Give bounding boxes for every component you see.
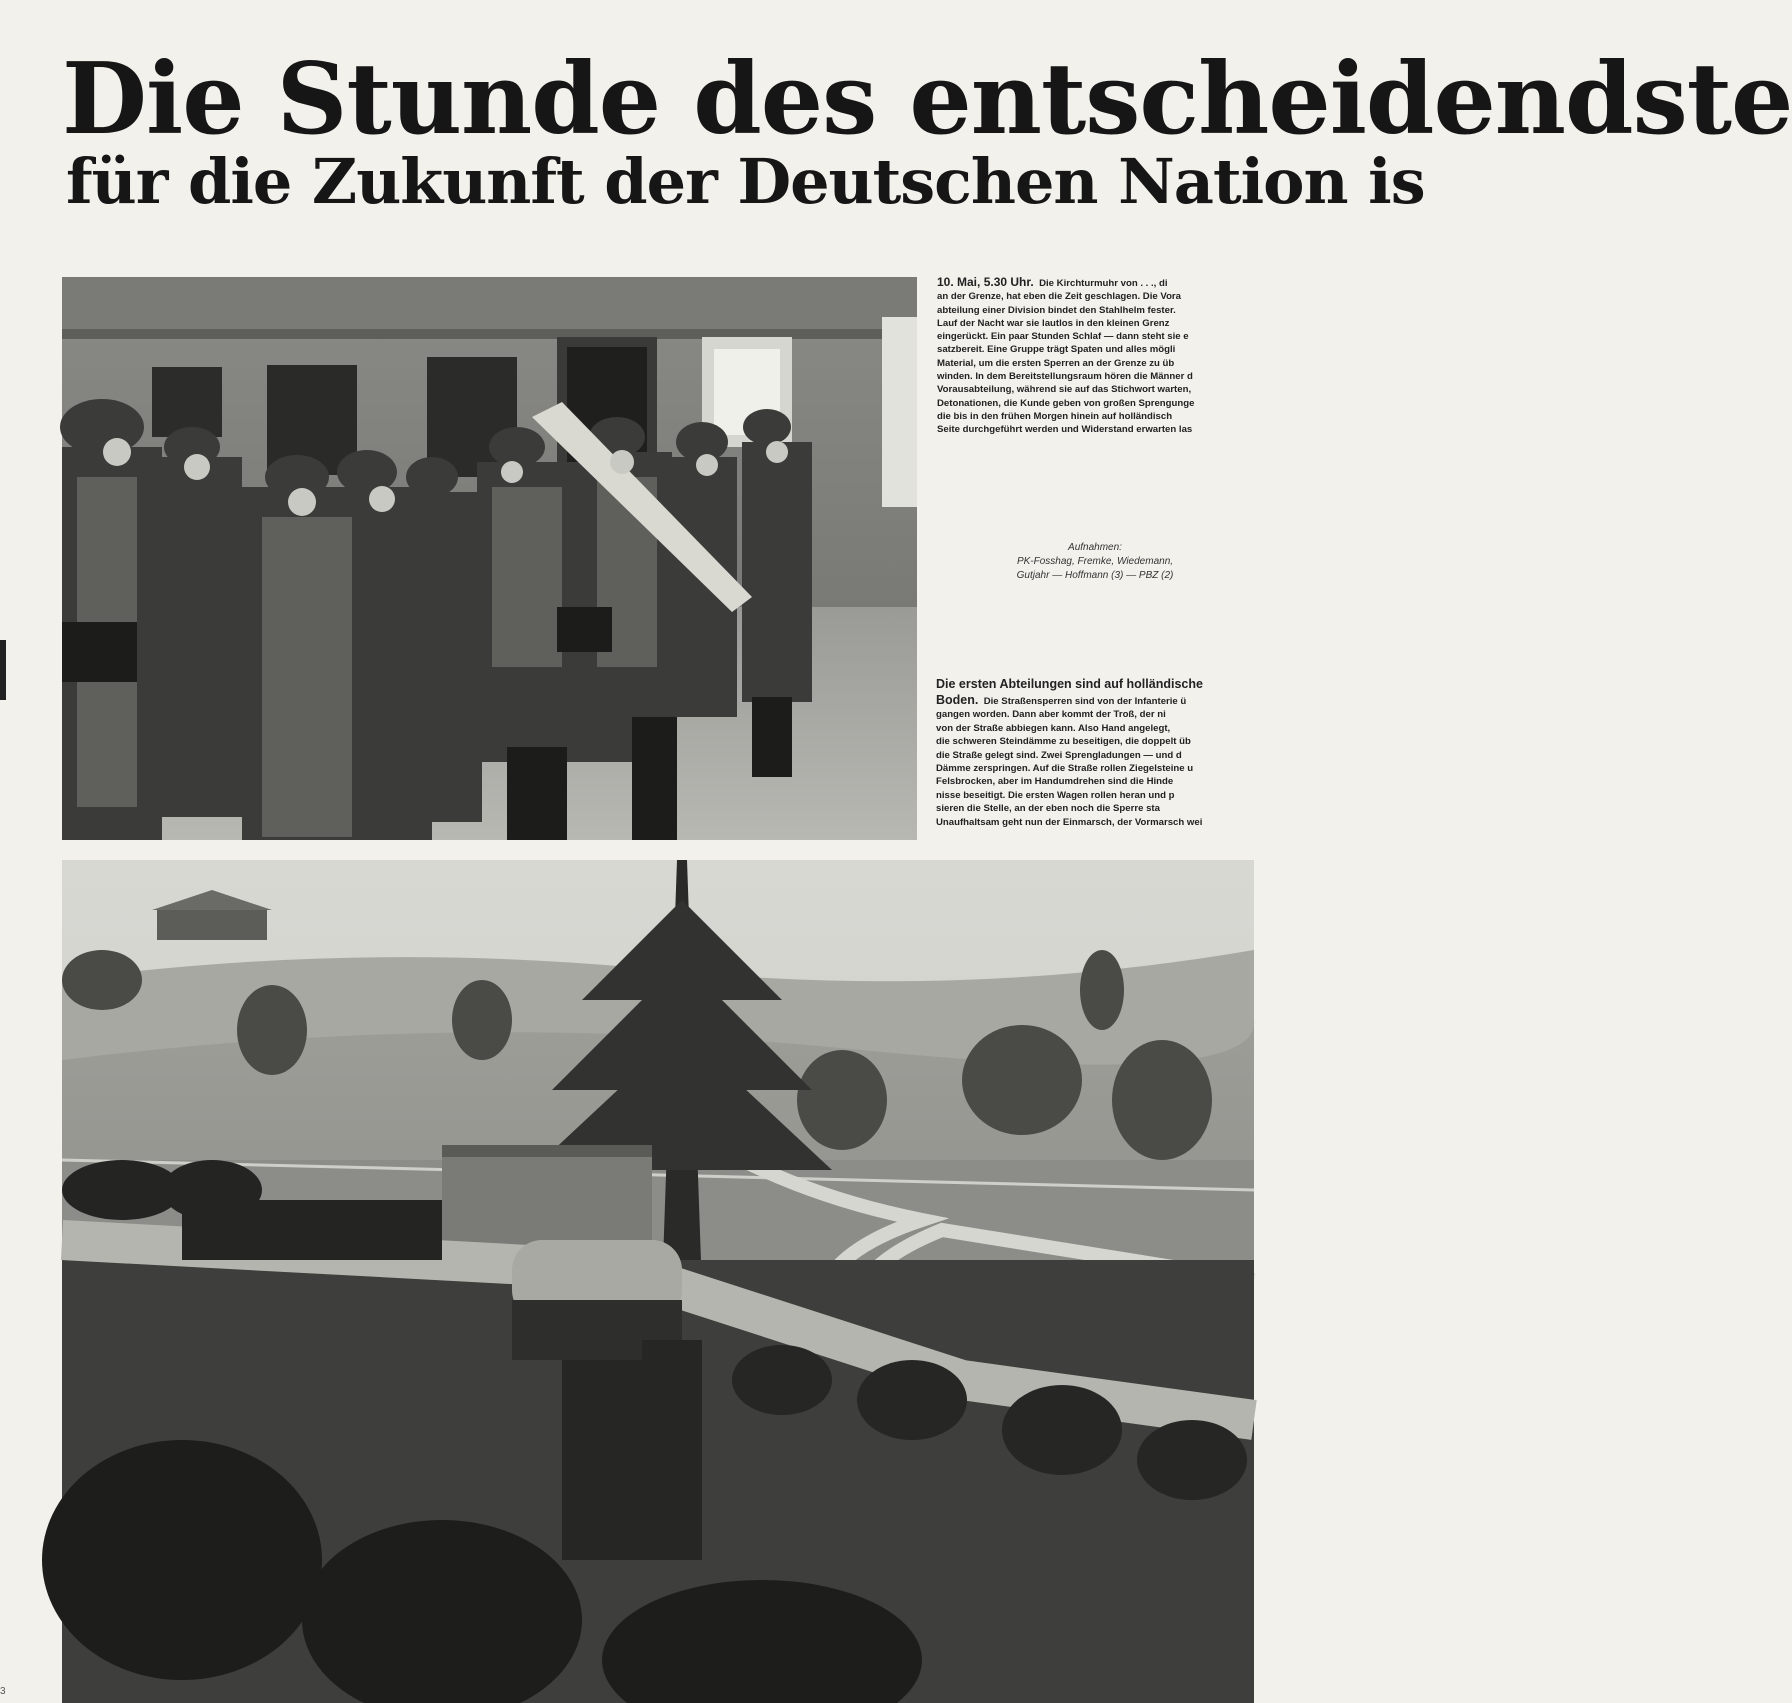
caption-bottom-line: Dämme zerspringen. Auf die Straße rollen Ziegelsteine u xyxy=(936,763,1194,775)
caption-top-line: abteilung einer Division bindet den Stahlhelm fester. xyxy=(937,304,1176,316)
caption-top-line: Detonationen, die Kunde geben von großen Sprengunge xyxy=(937,397,1195,409)
caption-bottom-lead-2: Boden. xyxy=(936,693,979,707)
headline-line-2: für die Zukunft der Deutschen Nation is xyxy=(66,145,1425,218)
caption-bottom-line: gangen worden. Dann aber kommt der Troß, der ni xyxy=(936,709,1166,721)
photo-soldiers-at-building xyxy=(62,277,917,840)
page-number: 3 xyxy=(0,1686,6,1697)
caption-bottom-line: Felsbrocken, aber im Handumdrehen sind die Hinde xyxy=(936,776,1174,788)
headline xyxy=(62,42,1792,218)
headline-line-1: Die Stunde des entscheidendste xyxy=(62,42,1792,157)
caption-bottom-line: Die Straßensperren sind von der Infanterie ü xyxy=(983,696,1187,707)
page-edge-mark xyxy=(0,640,6,700)
caption-bottom-line: von der Straße abbiegen kann. Also Hand angelegt, xyxy=(936,722,1171,734)
caption-bottom-line: die Straße gelegt sind. Zwei Sprengladungen — und d xyxy=(936,749,1182,761)
caption-top-line: die bis in den frühen Morgen hinein auf holländisch xyxy=(937,410,1173,422)
caption-bottom xyxy=(936,676,1254,856)
caption-top-line: Vorausabteilung, während sie auf das Stichwort warten, xyxy=(937,384,1192,396)
caption-top-line: an der Grenze, hat eben die Zeit geschlagen. Die Vora xyxy=(937,291,1181,303)
caption-top xyxy=(937,276,1254,496)
caption-bottom-line: nisse beseitigt. Die ersten Wagen rollen heran und p xyxy=(936,789,1175,801)
credits-line-2: Gutjahr — Hoffmann (3) — PBZ (2) xyxy=(1016,570,1174,581)
caption-bottom-line: sieren die Stelle, an der eben noch die Sperre sta xyxy=(936,803,1160,815)
caption-top-line: Lauf der Nacht war sie lautlos in den kleinen Grenz xyxy=(937,317,1170,329)
caption-top-line: Material, um die ersten Sperren an der Grenze zu üb xyxy=(937,357,1175,369)
caption-bottom-line: Unaufhaltsam geht nun der Einmarsch, der Vormarsch wei xyxy=(936,816,1203,828)
caption-bottom-lead-1: Die ersten Abteilungen sind auf holländische xyxy=(936,677,1203,691)
credits-label: Aufnahmen: xyxy=(1068,542,1122,553)
caption-top-line: winden. In dem Bereitstellungsraum hören die Männer d xyxy=(937,371,1193,383)
caption-bottom-line: die schweren Steindämme zu beseitigen, die doppelt üb xyxy=(936,736,1191,748)
caption-top-line: Seite durchgeführt werden und Widerstand erwarten las xyxy=(937,424,1193,436)
credits-line-1: PK-Fosshag, Fremke, Wiedemann, xyxy=(1016,556,1174,567)
caption-top-line: Die Kirchturmuhr von . . ., di xyxy=(1039,278,1168,289)
caption-top-line: satzbereit. Eine Gruppe trägt Spaten und alles mögli xyxy=(937,344,1176,356)
caption-top-lead: 10. Mai, 5.30 Uhr. xyxy=(937,275,1034,289)
photo-credits xyxy=(980,541,1210,583)
caption-top-line: eingerückt. Ein paar Stunden Schlaf — dann steht sie e xyxy=(937,331,1189,343)
photo-convoy-landscape xyxy=(62,860,1254,1703)
